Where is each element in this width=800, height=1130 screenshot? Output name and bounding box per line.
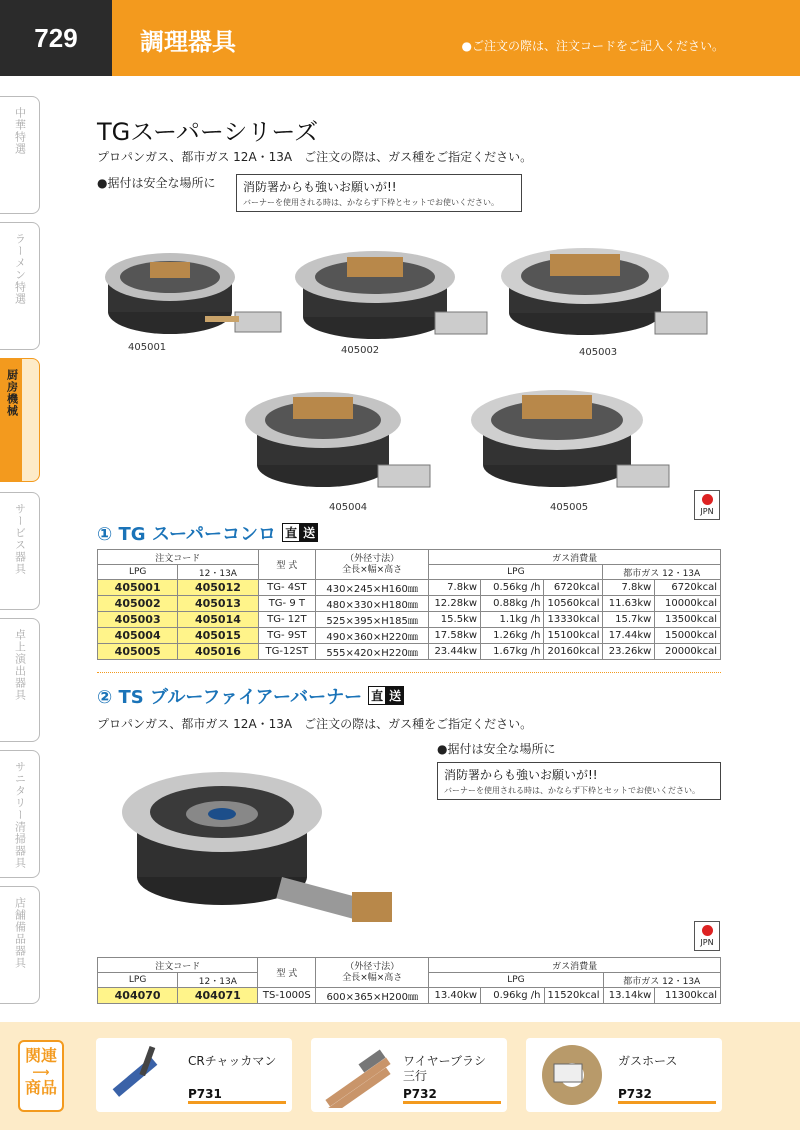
- burner-photo-405005: [462, 365, 682, 500]
- section1-spec-table: 注文コード 型 式 （外径寸法） 全長×幅×高さ ガス消費量 LPG 12・13A LPG 都市ガス 12・13A 405001 405012 TG- 4ST 430×245×H160㎜ 7.8kw 0.56kg /h 6720kcal 7.8kw 6720kcal 405002 405013 TG- 9 T 480×330×H180㎜ 12.28kw 0.88kg /h 10560kcal 11.63kw 10000kcal 405003 405014 TG- 12T 525×395×H185㎜ 15.5kw 1.1kg /h 13330kcal 15.7kw 13500kcal 405004 405015 TG- 9ST 490×360×H220㎜ 17.58kw 1.26kg /h 15100kcal 17.44kw 15000kcal 405005 405016 TG-12ST 555×420×H220㎜ 23.44kw 1.67kg /h 20160kcal 23.26kw 20000kcal: [97, 549, 721, 660]
- category-title: 調理器具: [140, 28, 236, 56]
- table-row: 405002 405013 TG- 9 T 480×330×H180㎜ 12.28kw 0.88kg /h 10560kcal 11.63kw 10000kcal: [98, 596, 721, 612]
- divider: [97, 672, 721, 673]
- table-row: 405001 405012 TG- 4ST 430×245×H160㎜ 7.8kw 0.56kg /h 6720kcal 7.8kw 6720kcal: [98, 580, 721, 596]
- brush-icon: [315, 1042, 399, 1108]
- burner-photo-ts1000s: [112, 742, 412, 942]
- direct-ship-badge: 直: [368, 686, 386, 705]
- side-tab-chuka[interactable]: 中華特選: [0, 96, 40, 214]
- page-number: 729: [0, 0, 112, 76]
- flag-icon: [702, 925, 713, 936]
- warning-box: [236, 174, 522, 212]
- install-note-2: ●据付は安全な場所に: [437, 742, 556, 756]
- related-label: 関連 ⟶ 商品: [18, 1040, 64, 1112]
- table-row: 405004 405015 TG- 9ST 490×360×H220㎜ 17.58kw 1.26kg /h 15100kcal 17.44kw 15000kcal: [98, 628, 721, 644]
- related-item-gas-hose[interactable]: ガスホース P732: [526, 1038, 722, 1112]
- photo-code: 405004: [329, 502, 368, 513]
- series-title: TGスーパーシリーズ: [97, 118, 319, 146]
- arrow-down-icon: ⟶: [32, 1065, 50, 1079]
- warning-title: 消防署からも強いお願いが!!: [243, 180, 397, 194]
- order-note: ●ご注文の際は、注文コードをご記入ください。: [461, 39, 724, 53]
- side-tab-store[interactable]: 店舗備品器具: [0, 886, 40, 1004]
- flag-icon: [702, 494, 713, 505]
- burner-photo-405001: [95, 232, 295, 352]
- install-note: ●据付は安全な場所に: [97, 176, 216, 190]
- table-row: 405005 405016 TG-12ST 555×420×H220㎜ 23.44kw 1.67kg /h 20160kcal 23.26kw 20000kcal: [98, 644, 721, 660]
- section2-intro: プロパンガス、都市ガス 12A・13A ご注文の際は、ガス種をご指定ください。: [97, 717, 533, 731]
- hose-icon: [530, 1042, 614, 1108]
- direct-ship-badge: 直: [282, 523, 300, 542]
- series-intro: プロパンガス、都市ガス 12A・13A ご注文の際は、ガス種をご指定ください。: [97, 150, 533, 164]
- warning-box-2: 消防署からも強いお願いが!! バーナーを使用される時は、かならず下枠とセットでお使いください。: [437, 762, 721, 800]
- photo-code: 405001: [128, 342, 167, 353]
- warning-body: バーナーを使用される時は、かならず下枠とセットでお使いください。: [243, 198, 499, 207]
- section2-title: ② TS ブルーファイアーバーナー 直 送: [97, 683, 404, 709]
- side-tab-kitchen[interactable]: 厨房機械: [0, 358, 40, 482]
- table-row: 405003 405014 TG- 12T 525×395×H185㎜ 15.5kw 1.1kg /h 13330kcal 15.7kw 13500kcal: [98, 612, 721, 628]
- side-tab-sanitary[interactable]: サニタリー清掃器具: [0, 750, 40, 878]
- section1-title: ① TG スーパーコンロ 直 送: [97, 520, 318, 546]
- side-tab-service[interactable]: サービス器具: [0, 492, 40, 610]
- related-item-wire-brush[interactable]: ワイヤーブラシ 三行 P732: [311, 1038, 507, 1112]
- photo-code: 405005: [550, 502, 589, 513]
- related-item-lighter[interactable]: CRチャッカマン P731: [96, 1038, 292, 1112]
- table-row: 404070 404071 TS-1000S 600×365×H200㎜ 13.40kw 0.96kg /h 11520kcal 13.14kw 11300kcal: [98, 988, 721, 1004]
- photo-code: 405002: [341, 345, 380, 356]
- burner-photo-405004: [238, 365, 438, 500]
- burner-photo-405003: [495, 228, 715, 353]
- origin-badge: JPN: [694, 490, 720, 520]
- origin-badge-2: JPN: [694, 921, 720, 951]
- lighter-icon: [100, 1042, 184, 1108]
- page-header: [0, 0, 800, 76]
- side-tab-tabletop[interactable]: 卓上演出器具: [0, 618, 40, 742]
- burner-photo-405002: [285, 232, 495, 357]
- side-tab-ramen[interactable]: ラーメン特選: [0, 222, 40, 350]
- section2-spec-table: 注文コード 型 式 （外径寸法） 全長×幅×高さ ガス消費量 LPG 12・13A LPG 都市ガス 12・13A 404070 404071 TS-1000S 600×365×H200㎜ 13.40kw 0.96kg /h 11520kcal 13.14kw 11300kcal: [97, 957, 721, 1004]
- photo-code: 405003: [579, 347, 618, 358]
